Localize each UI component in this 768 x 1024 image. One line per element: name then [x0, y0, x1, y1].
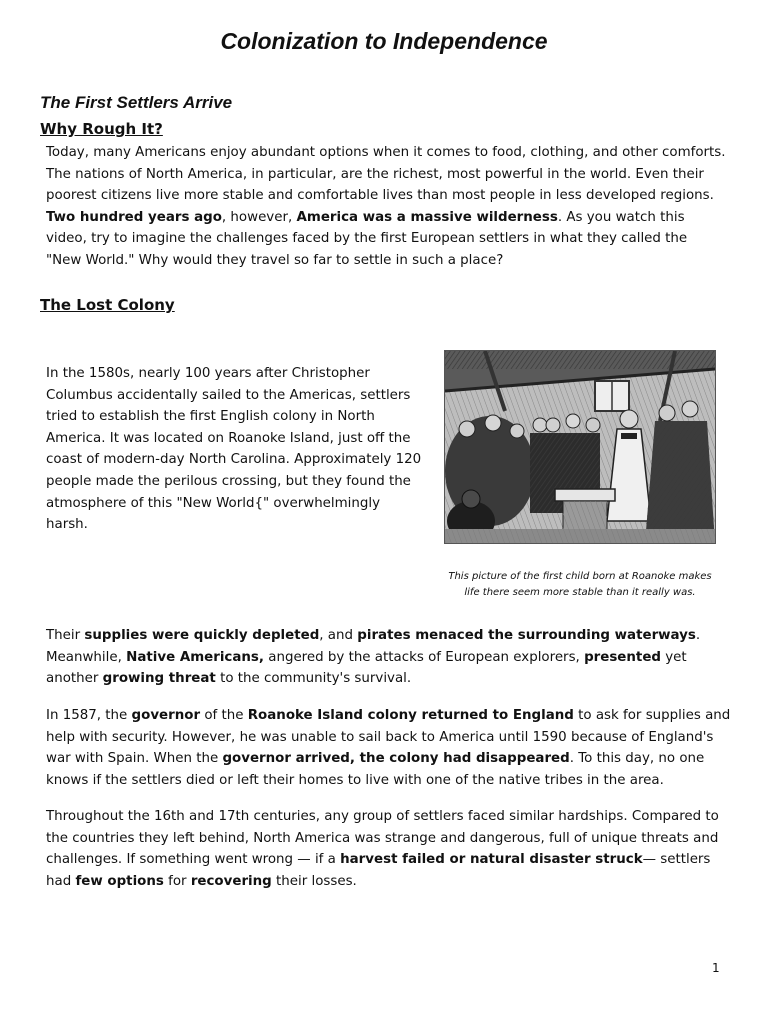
paragraph-text: Their	[46, 628, 85, 643]
subsection-heading-why-rough-it: Why Rough It?	[40, 120, 163, 138]
paragraph-text: , however,	[221, 209, 297, 225]
bold-phrase: recovering	[190, 873, 272, 889]
bold-phrase: supplies were quickly depleted	[84, 628, 320, 643]
governor-paragraph	[46, 705, 736, 791]
paragraph-text: to the community's survival.	[215, 671, 412, 687]
image-caption: This picture of the first child born at Roanoke makes life there seem more stable than it really was.	[448, 571, 712, 598]
paragraph-text: Throughout the 16th and 17th centuries, any group of settlers faced similar hardships. Compared to the countries they left behind, North America was strange and dangerous, full of unique threats and challenges. If something went wrong — if a	[46, 809, 719, 868]
subsection-heading-lost-colony: The Lost Colony	[40, 296, 175, 314]
lost-colony-intro-paragraph: In the 1580s, nearly 100 years after Christopher Columbus accidentally sailed to the Americas, settlers tried to establish the first English colony in North America. It was located on Roanoke Island, just off the coast of modern-day North Carolina. Approximately 120 people made the perilous crossing, but they found the atmosphere of this "New World{" overwhelmingly harsh.	[46, 366, 422, 533]
section-title: The First Settlers Arrive	[40, 93, 233, 112]
bold-phrase: presented	[584, 649, 661, 665]
bold-phrase: Roanoke Island colony returned to England	[247, 708, 574, 723]
bold-phrase: few options	[75, 873, 164, 889]
paragraph-text: — settlers had	[46, 852, 711, 889]
paragraph-text: of the	[200, 708, 248, 723]
paragraph-text: for	[163, 873, 191, 889]
paragraph-text: angered by the attacks of European explorers,	[264, 649, 585, 665]
paragraph-text: . Meanwhile,	[46, 628, 701, 665]
paragraph-text: . To this day, no one knows if the settlers died or left their homes to live with one of the native tribes in the area.	[46, 751, 705, 788]
hardships-paragraph	[46, 806, 736, 892]
bold-phrase: Two hundred years ago	[46, 209, 222, 225]
bold-phrase: governor	[131, 708, 201, 723]
paragraph-text: In 1587, the	[46, 708, 132, 723]
paragraph-text: , and	[319, 628, 358, 643]
paragraph-text: Today, many Americans enjoy abundant options when it comes to food, clothing, and other comforts. The nations of North America, in particular, are the richest, most powerful in the world. Even their poorest citizens live more stable and comfortable lives than most people in less developed regions.	[46, 145, 726, 204]
why-rough-it-paragraph	[46, 142, 726, 272]
paragraph-text: . As you watch this video, try to imagine the challenges faced by the first European settlers in what they called the "New World." Why would they travel so far to settle in such a place?	[46, 209, 688, 268]
bold-phrase: growing threat	[102, 671, 216, 687]
paragraph-text: yet another	[46, 649, 687, 687]
roanoke-baptism-engraving	[444, 350, 716, 544]
paragraph-text: to ask for supplies and help with security. However, he was unable to sail back to America until 1590 because of England's war with Spain. When the	[46, 708, 731, 767]
threats-paragraph	[46, 625, 736, 690]
page-title: Colonization to Independence	[220, 28, 548, 54]
bold-phrase: governor arrived, the colony had disappeared	[222, 751, 570, 767]
bold-phrase: Native Americans,	[126, 649, 264, 665]
bold-phrase: pirates menaced the surrounding waterways	[357, 628, 696, 643]
paragraph-text: their losses.	[271, 873, 357, 889]
page-number: 1	[712, 961, 720, 975]
bold-phrase: America was a massive wilderness	[296, 209, 558, 225]
bold-phrase: harvest failed or natural disaster struck	[340, 852, 643, 868]
